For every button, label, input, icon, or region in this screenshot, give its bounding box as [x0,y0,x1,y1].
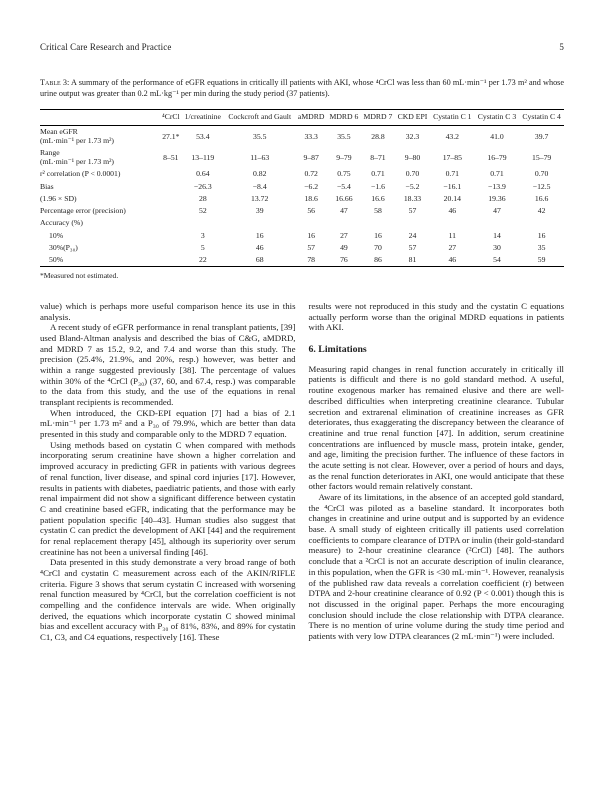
table-cell: 0.64 [196,169,210,179]
table-cell: 18.6 [304,193,318,203]
table-row-label: r² correlation (P < 0.0001) [40,169,121,179]
table-cell: 46 [448,255,457,265]
table-cell: 18.33 [403,193,422,203]
table-cell: 58 [374,206,382,216]
table-cell: 57 [408,206,417,216]
table-row [40,217,564,229]
body-paragraph: results were not reproduced in this study and the cystatin C equations actually perform worse than the original MDRD equations in patients with AKI. [308,300,564,333]
table-cell [160,217,182,229]
table-cell: −6.2 [304,181,319,191]
table-cell: 27.1* [162,131,180,141]
table-cell: 76 [340,255,348,265]
table-cell: −26.3 [193,181,212,191]
table-column-header: Cystatin C 3 [475,109,520,125]
body-paragraph: Measuring rapid changes in renal function accurately in critically ill patients is difficult and there is no gold standard method. A useful, routine exogenous marker has remained elusive and there are well-described difficulties when interpreting creatinine clearance. Tubular secretion and extrarenal elimination of creatinine increases as GFR deteriorates, thus exaggerating the discrepancy between the clearance of creatinine and true renal function [47]. In addition, serum creatinine concentrations are influenced by muscle mass, protein intake, gender, and age, limiting the precision further. The influence of these factors in the acute setting is not clear. However, over a period of hours and days, as the renal function deteriorates in AKI, one would anticipate that these other factors would remain relatively constant. [308,363,564,492]
table-cell [160,168,182,180]
table-column-header: CKD EPI [395,109,430,125]
table-column-header: Cockcroft and Gault [224,109,296,125]
table-cell: 35 [537,242,546,252]
page-number: 5 [559,42,564,52]
table-cell: 0.71 [490,169,504,179]
body-paragraph: Data presented in this study demonstrate a very broad range of both ⁴CrCl and cystatin C measurement across each of the AKIN/RIFLE criteria. Figure 3 shows that serum cystatin C increased with worsening renal function measured by ⁴CrCl, but the correlation coefficient is not compelling and the confidence intervals are wide. When originally derived, the equations which incorporate cystatin C showed minimal bias and excellent accuracy with P₃₀ of 81%, 83%, and 89% for cystatin C1, C3, and C4 equations, respectively [16]. These [40,557,296,643]
table-row [40,168,564,180]
table-cell: 0.72 [304,169,318,179]
table-cell: 53.4 [196,131,210,141]
table-cell: 0.82 [252,169,267,179]
right-column [309,301,565,643]
table-cell: 16.6 [534,193,549,203]
table-cell: 56 [307,206,316,216]
body-paragraph: When introduced, the CKD-EPI equation [7] had a bias of 2.1 mL·min⁻¹ per 1.73 m² and a P₃₀ of 79.9%, which are better than data presented in this study and comparable only to the MDRD 7 equation. [40,407,296,440]
table-row [40,205,564,217]
table-column-header: MDRD 6 [327,109,361,125]
table-cell: 35.5 [252,131,267,141]
table-cell: 33.3 [304,131,318,141]
table-cell: 9–79 [336,152,352,162]
table-cell [295,217,326,229]
table-cell: 16 [537,230,546,240]
table-cell: 16 [374,230,382,240]
table-cell: 14 [493,230,501,240]
table-cell [160,241,182,253]
table-cell: 32.3 [405,131,420,141]
table-cell [160,205,182,217]
table-cell: 39.7 [534,131,549,141]
table-cell: 47 [340,206,348,216]
table-cell: −5.2 [405,181,420,191]
table-cell: 8–71 [370,152,386,162]
table-column-header: Cystatin C 4 [519,109,564,125]
table-cell: −8.4 [252,181,267,191]
table-cell: 22 [198,255,207,265]
table-cell: 13.72 [251,193,269,203]
body-paragraph: Using methods based on cystatin C when compared with methods incorporating serum creatinine have shown a higher correlation and improved accuracy in predicting GFR in patients with various degrees of renal function, liver disease, and spinal cord injuries [17]. However, results in patients with diabetes, paediatric patients, and those with early renal impairment did not show a significant difference between cystatin C and creatinine based eGFR, indicating that the performance may be patient population specific [40–43]. Human studies also suggest that cystatin C can predict the development of AKI [44] and the requirement for renal replacement therapy [45], although its superiority over serum creatinine has not been a universal finding [46]. [40,439,296,557]
table-cell [160,254,182,267]
results-table-head [40,109,564,125]
table-cell: 8–51 [163,152,179,162]
table-row-label: Bias [40,181,54,191]
table-cell: 0.71 [371,169,385,179]
table-cell [160,192,182,204]
table-cell: −12.5 [532,181,551,191]
table-cell: −16.1 [443,181,462,191]
table-cell: −5.4 [336,181,351,191]
table-cell: 57 [307,242,316,252]
table-cell: 78 [307,255,316,265]
table-cell: 9–87 [303,152,319,162]
table-cell [160,229,182,241]
table-cell: 46 [448,206,457,216]
results-table [40,109,564,267]
table-cell: 27 [340,230,348,240]
table-cell [160,180,182,192]
table-corner-cell [40,109,160,125]
table-cell [182,217,224,229]
table-cell: −13.9 [488,181,506,191]
table-cell: 54 [493,255,501,265]
table-cell: 11–63 [250,152,270,162]
table-cell: 11 [448,230,456,240]
table-cell: 5 [200,242,205,252]
table-column-header: MDRD 7 [361,109,395,125]
table-row-label: (1.96 × SD) [40,193,77,203]
table-cell: 24 [408,230,417,240]
table-column-header: aMDRD [295,109,326,125]
table-row-label: 50% [49,255,64,265]
table-cell: 28.8 [371,131,385,141]
table-cell: −1.6 [370,181,385,191]
table-cell [475,217,520,229]
table-footnote: *Measured not estimated. [40,270,119,280]
table-cell [327,217,361,229]
body-paragraph: A recent study of eGFR performance in renal transplant patients, [39] used Bland-Altman analysis and described the bias of C&G, aMDRD, and MDRD 7 as 15.2, 9.2, and 7.4 and worse than this study. The precision (25.4%, 21.9%, and 20%, resp.) however, was better and within a range suggested previously [38]. The percentage of values within 30% of the ⁴CrCl (P₃₀) (37, 60, and 67.4, resp.) was comparable to the data from this study, and the use of the equations in renal transplant recipients is recommended. [40,322,296,408]
table-caption-body: A summary of the performance of eGFR equations in critically ill patients with AKI, whose ⁴CrCl was less than 60 mL·min⁻¹ per 1.73 m² and whose urine output was greater than 0.2 mL·kg⁻¹ per min during the study period (37 patients). [40,78,564,99]
table-cell: 0.70 [534,169,549,179]
table-cell: 42 [537,206,546,216]
table-caption-label: Table 3: [40,78,70,87]
table-cell: 52 [198,206,207,216]
table-cell: 86 [374,255,382,265]
table-row-label: Percentage error (precision) [40,206,126,216]
table-cell: 30 [493,242,501,252]
table-cell: 41.0 [490,131,504,141]
table-cell: 0.70 [405,169,420,179]
table-cell: 20.14 [443,193,461,203]
table-row [40,125,564,147]
table-cell: 39 [255,206,264,216]
table-column-header: 1/creatinine [182,109,224,125]
table-cell: 0.75 [337,169,351,179]
table-cell [361,217,395,229]
table-row [40,254,564,267]
table-row-label: 10% [49,230,64,240]
table-cell: 16 [255,230,264,240]
table-row [40,147,564,168]
body-paragraph: Aware of its limitations, in the absence of an accepted gold standard, the ⁴CrCl was piloted as a baseline standard. It incorporates both changes in creatinine and urine output and is supported by an evidence base. A small study of eighteen critically ill patients used correlation coefficients to compare clearance of DTPA or inulin (their gold-standard measure) to 2-hour creatinine clearance (²CrCl) [48]. The authors conclude that a ²CrCl is not an accurate description of inulin clearance, in this population, when the GFR is <30 mL·min⁻¹. However, reanalysis of the published raw data reveals a correlation coefficient (r) between DTPA and 2-hour creatinine clearance of 0.92 (P < 0.001) though this is not discussed in the original paper. Perhaps the more encouraging conclusion should include the close relationship with DTPA clearance. There is no mention of urine volume during the study time period and patients with very low DTPA clearances (2 mL·min⁻¹) were included. [308,492,564,641]
table-cell: 49 [340,242,348,252]
running-head [40,42,564,52]
table-cell [430,217,475,229]
table-cell: 16.6 [371,193,385,203]
table-cell: 16.66 [335,193,353,203]
results-table-body [40,125,564,266]
table-row [40,192,564,204]
left-column [40,301,296,643]
table-cell: 17–85 [442,152,462,162]
table-cell: 28 [198,193,207,203]
table-cell: 57 [408,242,417,252]
journal-title: Critical Care Research and Practice [40,42,172,52]
table-cell: 27 [448,242,457,252]
table-row-label: Mean eGFR (mL·min⁻¹ per 1.73 m²) [40,127,114,145]
table-cell: 68 [255,255,264,265]
table-cell: 46 [255,242,264,252]
table-cell: 13–119 [191,152,215,162]
table-row-label: 30%(P₃₀) [49,242,78,252]
table-cell: 43.2 [445,131,460,141]
body-paragraph: value) which is perhaps more useful comparison hence its use in this analysis. [40,300,296,322]
table-cell [395,217,430,229]
table-cell: 9–80 [404,152,421,162]
table-row-label: Accuracy (%) [40,218,83,228]
table-cell: 15–79 [532,152,552,162]
table-cell: 16–79 [487,152,507,162]
section-heading: 6. Limitations [308,343,367,355]
table-cell: 59 [537,255,546,265]
table-cell: 81 [408,255,417,265]
table-cell [224,217,296,229]
table-cell [519,217,564,229]
table-row [40,180,564,192]
table-cell: 47 [493,206,501,216]
table-row [40,241,564,253]
table-row [40,229,564,241]
table-caption [40,77,564,100]
table-cell: 16 [307,230,316,240]
table-column-header: ⁴CrCl [160,109,182,125]
table-row-label: Range (mL·min⁻¹ per 1.73 m²) [40,148,114,166]
table-cell: 70 [374,242,382,252]
table-cell: 0.71 [445,169,460,179]
table-cell: 19.36 [488,193,506,203]
body-columns [40,301,564,643]
table-cell: 35.5 [337,131,351,141]
table-column-header: Cystatin C 1 [430,109,475,125]
table-cell: 3 [200,230,205,240]
